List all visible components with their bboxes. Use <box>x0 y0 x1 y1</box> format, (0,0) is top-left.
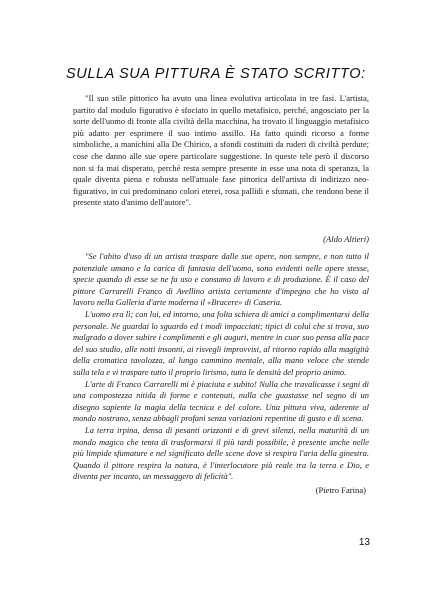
quote-farina-paragraph: L'uomo era lì; con lui, ed intorno, una folta schiera di amici a complimentarsi della personale. Ne guardai lo sguardo ed i modi impacciati; tipici di coluì che si trova, suo malgrado a dover subire i complimenti e gli auguri, mentre in cuor suo pensa alla pace del suo studio, alle notti insonni, ai risvegli improvvisi, al ritorno rapido alla magigità della cromatica tavolozza, al lungo cammino mentale, alla mano veloce che stende sulla tela e vi traspare tutto il proprio lirismo, tutta le densità del proprio animo. <box>73 308 369 377</box>
quote-farina-paragraph: "Se l'abito d'uso di un artista traspare dalle sue opere, non sempre, e non tutto il potenziale umano e la carica di fantasia dell'uomo, sono evidenti nelle opere stesse, specie quando di esse se ne fa uso e consumo di lavoro e di produzione. È il caso del pittore Carrarelli Franco di Avellino artista certamente d'impegno che ho visto al lavoro nella Galleria d'arte moderna il «Bracere» di Caseria. <box>73 251 369 308</box>
quote-farina <box>73 251 369 483</box>
quote-altieri-author: (Aldo Altieri) <box>323 234 369 244</box>
page-number: 13 <box>358 537 370 548</box>
page-title: SULLA SUA PITTURA È STATO SCRITTO: <box>66 66 366 82</box>
quote-altieri <box>73 93 369 209</box>
quote-farina-author: (Pietro Farina) <box>315 485 366 495</box>
quote-farina-paragraph: La terra irpina, densa di pesanti orizzonti e di grevi silenzi, nella maturità di un mondo magico che tenta di trasformarsi il più tardi possibile, è presente anche nelle più limpide sfumature e nel significato delle scene dove si respira l'aria della ginestra. Quando il pittore respira la natura, è l'interlocutore più reale tra la terra e Dio, e diventa per incanto, un messaggero di felicità". <box>73 424 369 482</box>
quote-altieri-text: "Il suo stile pittorico ha avuto una linea evolutiva articolata in tre fasi. L'artista, partito dal modulo figurativo è sfociato in quello metafisico, perché, angosciato per la sorte dell'uomo di fronte alla civiltà della macchina, ha trovato il linguaggio metafisico più adatto per esprimere il suo intimo assillo. Ha fatto quindi ricorso a forme simboliche, a manichini alla De Chirico, a sfondi costituiti da ruderi di civiltà perdute; cose che danno alle sue opere particolare suggestione. In queste tele però il discorso non si fa mai disperato, perché resta sempre presente in esse una nota di speranza, la quale diventa piena e robusta nell'attuale fase pittorica dell'artista di indirizzo neo-figurativo, in cui predominano colori eterei, rosa pallidi e sfumati, che rendono bene il presente stato d'animo dell'autore". <box>73 93 369 208</box>
quote-farina-paragraph: L'arte di Franco Carrarelli mi è piaciuta e subito! Nulla che travalicasse i segni di una compostezza nitida di forme e contenuti, nulla che guastasse nel segno di un disegno sapiente la magia della tecnica e del colore. Una pittura viva, aderente al mondo nostrano, senza abbagli profani senza variazioni repentine di gusto e di scena. <box>73 378 369 424</box>
